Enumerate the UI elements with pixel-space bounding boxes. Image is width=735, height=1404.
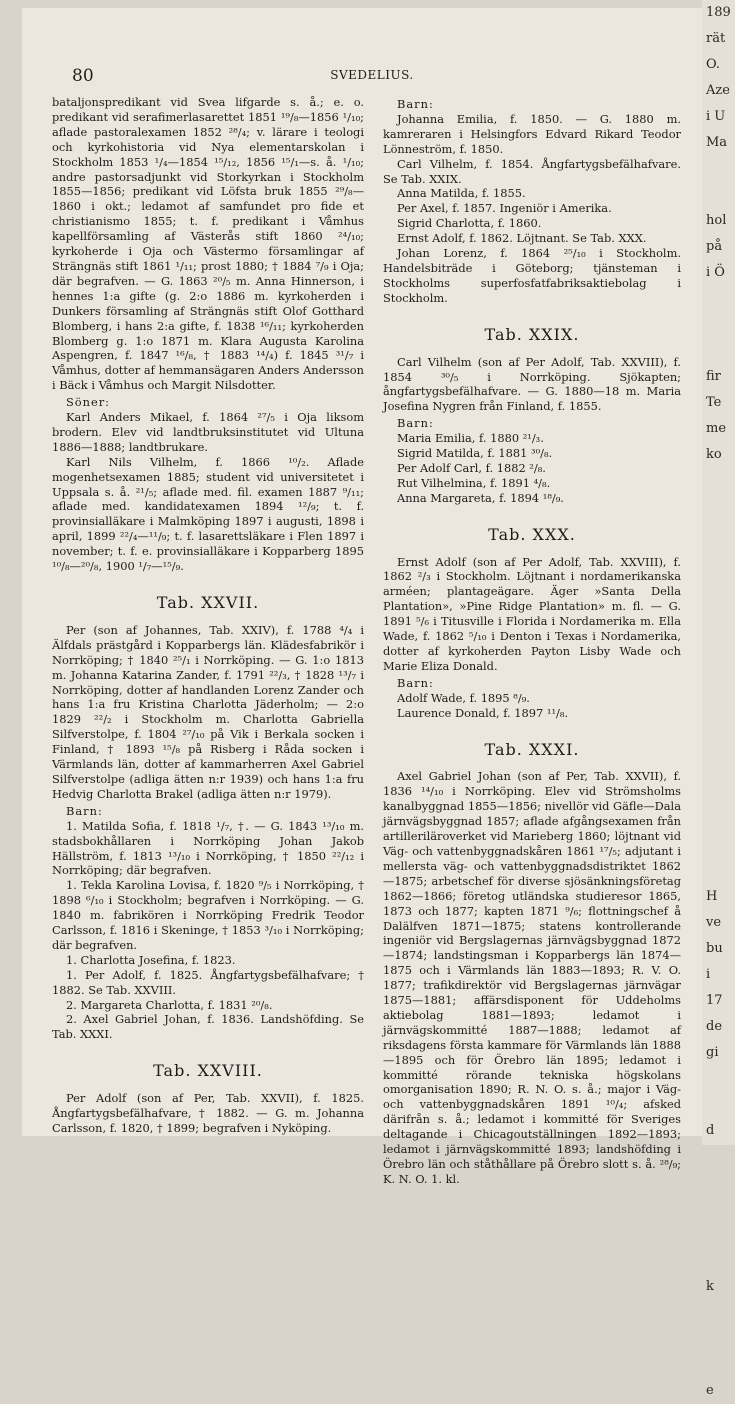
entry-paragraph: Per Adolf (son af Per, Tab. XXVII), f. 1825. Ångfartygsbefälhafvare, † 1882. — G. m. Johanna Carlsson, f. 1820, † 1899; begrafven i Nyköping. [52, 1091, 364, 1135]
edge-fragment [702, 702, 735, 728]
edge-fragment: bu [706, 941, 723, 956]
edge-fragment [702, 572, 735, 598]
entry-paragraph: 1. Tekla Karolina Lovisa, f. 1820 ⁹/₅ i Norrköping, † 1898 ⁶/₁₀ i Stockholm; begrafven i Norrköping. — G. 1840 m. fabrikören i Norrköping Fredrik Teodor Carlsson, f. 1816 i Skeninge, † 1853 ³/₁₀ i Norrköping; där begrafven. [52, 878, 364, 952]
entry-paragraph: Ernst Adolf (son af Per Adolf, Tab. XXVIII), f. 1862 ²/₃ i Stockholm. Löjtnant i nordamerikanska arméen; plantageägare. Äger »Santa Della Plantation», »Pine Ridge Plantation» m. fl. — G. 1891 ⁵/₆ i Titusville i Florida i Nordamerika m. Ella Wade, f. 1862 ⁵/₁₀ i Denton i Texas i Nordamerika, dotter af kyrkoherden Payton Lisby Wade och Marie Eliza Donald. [383, 554, 681, 673]
table-heading: Tab. XXX. [488, 524, 576, 544]
edge-fragment: 189 [706, 5, 731, 20]
edge-fragment: rät [706, 31, 726, 46]
edge-fragment [702, 598, 735, 624]
edge-fragment: Aze [706, 83, 730, 98]
edge-fragment [702, 650, 735, 676]
edge-fragment: i Ö [706, 265, 725, 280]
edge-fragment [702, 858, 735, 884]
entry-paragraph: 2. Axel Gabriel Johan, f. 1836. Landshöfding. Se Tab. XXXI. [52, 1012, 364, 1042]
edge-fragment: de [706, 1019, 723, 1034]
entry-paragraph: Adolf Wade, f. 1895 ⁸/₉. [397, 690, 530, 705]
table-heading: Tab. XXIX. [484, 324, 580, 344]
entry-paragraph: Johanna Emilia, f. 1850. — G. 1880 m. kamreraren i Helsingfors Edvard Rikard Teodor Lönneström, f. 1850. [383, 111, 681, 156]
edge-fragment: fir [706, 369, 721, 384]
edge-fragment [702, 728, 735, 754]
edge-fragment: 17 [706, 993, 723, 1008]
edge-fragment [702, 1300, 735, 1326]
entry-paragraph: 1. Matilda Sofia, f. 1818 ¹/₇, †. — G. 1843 ¹³/₁₀ m. stadsbokhållaren i Norrköping Johan Jakob Hällström, f. 1813 ¹³/₁₀ i Norrköping, † 1850 ²²/₁₂ i Norrköping; där begrafven. [52, 818, 364, 878]
entry-paragraph: Karl Nils Vilhelm, f. 1866 ¹⁰/₂. Aflade mogenhetsexamen 1885; student vid universitetet i Uppsala s. å. ²¹/₅; aflade med. fil. examen 1887 ⁹/₁₁; aflade med. kandidatexamen 1894 ¹²/₉; t. f. provinsialläkare i Malmköping 1897 i augusti, 1898 i april, 1899 ²²/₄—¹¹/₉; t. f. lasarettsläkare i Flen 1897 i november; t. f. e. provinsialläkare i Kopparberg 1895 ¹⁰/₈—²⁰/₈, 1900 ¹/₇—¹⁵/₉. [52, 454, 364, 574]
table-heading: Tab. XXXI. [484, 739, 580, 759]
edge-fragment [702, 754, 735, 780]
edge-fragment [702, 520, 735, 546]
facing-page-edge [702, 0, 735, 1398]
edge-fragment [702, 338, 735, 364]
entry-paragraph: Carl Vilhelm, f. 1854. Ångfartygsbefälhafvare. Se Tab. XXIX. [383, 156, 681, 186]
edge-fragment: me [706, 421, 727, 436]
entry-paragraph: 1. Per Adolf, f. 1825. Ångfartygsbefälhafvare; † 1882. Se Tab. XXVIII. [52, 967, 364, 997]
entry-paragraph: Karl Anders Mikael, f. 1864 ²⁷/₅ i Oja liksom brodern. Elev vid landtbruksinstitutet vid Ultuna 1886—1888; landtbrukare. [52, 410, 364, 454]
edge-fragment: d [706, 1123, 715, 1138]
edge-fragment: ve [706, 915, 722, 930]
entry-paragraph: 2. Margareta Charlotta, f. 1831 ²⁰/₈. [66, 997, 273, 1012]
edge-fragment [702, 1222, 735, 1248]
edge-fragment: k [706, 1279, 714, 1294]
edge-fragment [702, 624, 735, 650]
entry-paragraph: Laurence Donald, f. 1897 ¹¹/₈. [397, 705, 569, 720]
entry-paragraph: bataljonspredikant vid Svea lifgarde s. å.; e. o. predikant vid serafimerlasarettet 1851 ¹⁹/₈—1856 ¹/₁₀; aflade pastoralexamen 1852 ²⁸/₄; v. lärare i teologi och kyrkohistoria vid Nya elementarskolan i Stockholm 1853 ¹/₄—1854 ¹⁵/₁₂, 1856 ¹⁵/₁—s. å. ¹/₁₀; andre pastorsadjunkt vid Storkyrkan i Stockholm 1855—1856; predikant vid Löfsta bruk 1855 ²⁹/₈—1860 i okt.; ledamot af samfundet pro fide et christianismo 1855; t. f. predikant i Våmhus kapellförsamling af Västerås stift 1860 ²⁴/₁₀; kyrkoherde i Oja och Västermo församlingar af Strängnäs stift 1861 ¹/₁₁; prost 1880; † 1884 ⁷/₉ i Oja; där begrafven. — G. 1863 ²⁰/₅ m. Anna Hinnerson, i hennes 1:a gifte (g. 2:o 1886 m. kyrkoherden i Dunkers församling af Strängnäs stift Olof Gotthard Blomberg, i hans 2:a gifte, f. 1838 ¹⁶/₁₁; kyrkoherden Blomberg g. 1:o 1871 m. Klara Augusta Karolina Aspengren, f. 1847 ¹⁶/₈, † 1883 ¹⁴/₄) f. 1845 ³¹/₇ i Våmhus, dotter af hemmansägaren Anders Andersson i Bäck i Våmhus och Margit Nilsdotter. [52, 95, 364, 393]
right-column [383, 95, 681, 1187]
edge-fragment [702, 286, 735, 312]
edge-fragment: Ma [706, 135, 728, 150]
entry-paragraph: Ernst Adolf, f. 1862. Löjtnant. Se Tab. XXX. [397, 231, 647, 246]
edge-fragment [702, 182, 735, 208]
entry-paragraph: Per Adolf Carl, f. 1882 ²/₈. [397, 460, 546, 475]
edge-fragment: gi [706, 1045, 719, 1060]
entry-paragraph: Maria Emilia, f. 1880 ²¹/₃. [397, 431, 544, 446]
edge-fragment: på [706, 239, 723, 254]
table-heading: Tab. XXVIII. [153, 1061, 263, 1081]
section-label: Barn: [66, 803, 103, 818]
edge-fragment: i U [706, 109, 726, 124]
edge-fragment [702, 1170, 735, 1196]
edge-fragment: H [706, 889, 718, 904]
edge-fragment [702, 1196, 735, 1222]
table-heading: Tab. XXVII. [156, 593, 260, 612]
edge-fragment [702, 832, 735, 858]
edge-fragment: i [706, 967, 711, 982]
edge-fragment [702, 1144, 735, 1170]
section-label: Söner: [66, 395, 111, 410]
edge-fragment [702, 1326, 735, 1352]
edge-fragment: ko [706, 447, 722, 462]
entry-paragraph: Sigrid Charlotta, f. 1860. [397, 216, 542, 231]
edge-fragment [702, 156, 735, 182]
entry-paragraph: Sigrid Matilda, f. 1881 ³⁰/₈. [397, 446, 553, 461]
entry-paragraph: Anna Margareta, f. 1894 ¹⁸/₉. [397, 490, 564, 505]
page-header [22, 66, 702, 88]
section-label: Barn: [397, 675, 434, 690]
entry-paragraph: Johan Lorenz, f. 1864 ²⁵/₁₀ i Stockholm. Handelsbiträde i Göteborg; tjänsteman i Stockholms superfosfatfabriksaktiebolag i Stockholm. [383, 246, 681, 305]
edge-fragment: Te [706, 395, 722, 410]
page-number: 80 [72, 66, 94, 86]
edge-fragment [702, 1066, 735, 1092]
section-label: Barn: [397, 97, 434, 111]
edge-fragment [702, 806, 735, 832]
edge-fragment: e [706, 1383, 714, 1398]
edge-fragment [702, 1092, 735, 1118]
entry-paragraph: Axel Gabriel Johan (son af Per, Tab. XXVII), f. 1836 ¹⁴/₁₀ i Norrköping. Elev vid Strömsholms kanalbyggnad 1855—1856; nivellör vid Gäfle—Dala järnvägsbyggnad 1857; aflade afgångsexamen från artilleriläroverket vid Marieberg 1860; löjtnant vid Väg- och vattenbyggnadskåren 1861 ¹⁷/₅; adjutant i mellersta väg- och vattenbyggnadsdistriktet 1862—1875; arbetschef för diverse sjösänkningsföretag 1862—1866; företog utländska studieresor 1865, 1873 och 1877; kapten 1871 ⁹/₆; flottningschef å Dalälfven 1871—1875; statens kontrollerande ingeniör vid Bergslagernas järnvägsbyggnad 1872—1874; landstingsman i Kopparbergs län 1874—1875 och i Värmlands län 1883—1893; R. V. O. 1877; trafikdirektör vid Bergslagernas järnvägar 1875—1881; affärsdisponent för Uddeholms aktiebolag 1881—1893; ledamot i järnvägskommitté 1887—1888; ledamot af riksdagens första kammare för Värmlands län 1888—1895 och för Örebro län 1895; ledamot i kommitté rörande tekniska högskolans omorganisation 1890; R. N. O. s. å.; major i Väg- och vattenbyggnadskåren 1891 ¹⁰/₄; afsked därifrån s. å.; ledamot i kommitté för Sveriges deltagande i Chicagoutställningen 1892—1893; ledamot i järnvägskommitté 1893; landshöfding i Örebro län och ståthållare på Örebro slott s. å. ²⁸/₉; K. N. O. 1. kl. [383, 769, 681, 1186]
entry-paragraph: Anna Matilda, f. 1855. [397, 186, 526, 201]
left-column [52, 95, 364, 1136]
entry-paragraph: Per Axel, f. 1857. Ingeniör i Amerika. [397, 201, 612, 216]
edge-fragment [702, 780, 735, 806]
edge-fragment [702, 546, 735, 572]
edge-fragment [702, 312, 735, 338]
edge-fragment [702, 1352, 735, 1378]
entry-paragraph: Carl Vilhelm (son af Per Adolf, Tab. XXVIII), f. 1854 ³⁰/₅ i Norrköping. Sjökapten; ångfartygsbefälhafvare. — G. 1880—18 m. Maria Josefina Nygren från Finland, f. 1855. [383, 354, 681, 414]
entry-paragraph: Per (son af Johannes, Tab. XXIV), f. 1788 ⁴/₄ i Älfdals prästgård i Kopparbergs län. Klädesfabrikör i Norrköping; † 1840 ²⁵/₁ i Norrköping. — G. 1:o 1813 m. Johanna Katarina Zander, f. 1791 ²²/₃, † 1828 ¹³/₇ i Norrköping, dotter af handlanden Lorenz Zander och hans 1:a fru Kristina Charlotta Jäderholm; — 2:o 1829 ²²/₂ i Stockholm m. Charlotta Gabriella Silfverstolpe, f. 1804 ²⁷/₁₀ på Vik i Berkala socken i Finland, † 1893 ¹⁵/₈ på Risberg i Råda socken i Värmlands län, dotter af kammarherren Axel Gabriel Silfverstolpe (adliga ätten n:r 1939) och hans 1:a fru Hedvig Charlotta Brakel (adliga ätten n:r 1979). [52, 622, 364, 801]
entry-paragraph: 1. Charlotta Josefina, f. 1823. [66, 952, 236, 967]
edge-fragment [702, 1248, 735, 1274]
section-label: Barn: [397, 416, 434, 431]
entry-paragraph: Rut Vilhelmina, f. 1891 ⁴/₈. [397, 475, 551, 490]
edge-fragment: O. [706, 57, 721, 72]
edge-fragment [702, 676, 735, 702]
edge-fragment: hol [706, 213, 727, 228]
edge-fragment [702, 494, 735, 520]
running-head: SVEDELIUS. [330, 68, 414, 82]
edge-fragment [702, 468, 735, 494]
